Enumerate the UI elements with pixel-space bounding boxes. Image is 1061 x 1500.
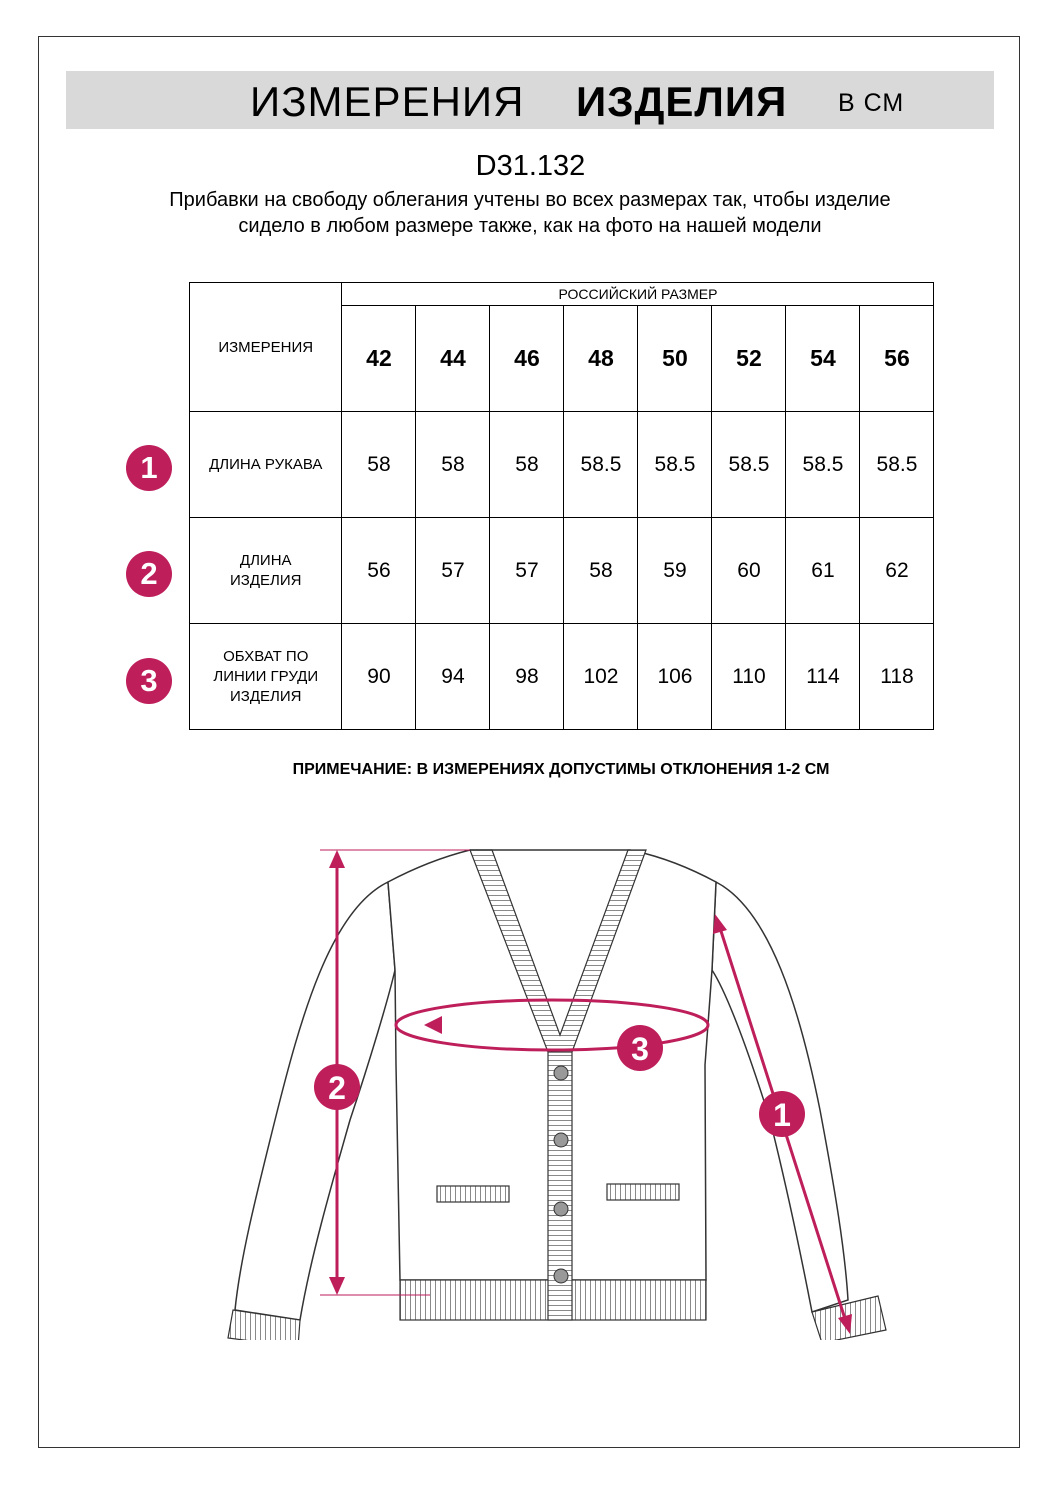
table-cell: 58.5 (860, 412, 934, 518)
table-cell: 61 (786, 518, 860, 624)
size-group-header: РОССИЙСКИЙ РАЗМЕР (342, 283, 934, 306)
table-cell: 118 (860, 624, 934, 730)
button (554, 1066, 568, 1080)
table-cell: 58.5 (638, 412, 712, 518)
table-cell: 58 (342, 412, 416, 518)
table-cell: 59 (638, 518, 712, 624)
table-cell: 58 (564, 518, 638, 624)
size-header: 48 (564, 306, 638, 412)
size-table (189, 282, 934, 730)
table-cell: 102 (564, 624, 638, 730)
chest-marker-label: 3 (631, 1031, 649, 1067)
table-cell: 114 (786, 624, 860, 730)
table-cell: 98 (490, 624, 564, 730)
title-part2: ИЗДЕЛИЯ (576, 78, 788, 125)
row-marker-2: 2 (126, 551, 172, 597)
row-label: ОБХВАТ ПО ЛИНИИ ГРУДИ ИЗДЕЛИЯ (190, 624, 342, 730)
row-label: ДЛИНА ИЗДЕЛИЯ (190, 518, 342, 624)
size-header: 52 (712, 306, 786, 412)
size-header: 54 (786, 306, 860, 412)
table-row-sleeve-length (190, 412, 934, 518)
measure-header: ИЗМЕРЕНИЯ (190, 283, 342, 412)
table-cell: 58 (490, 412, 564, 518)
size-header: 46 (490, 306, 564, 412)
size-header: 44 (416, 306, 490, 412)
tolerance-note: ПРИМЕЧАНИЕ: В ИЗМЕРЕНИЯХ ДОПУСТИМЫ ОТКЛОНЕНИЯ 1-2 СМ (292, 761, 830, 778)
left-sleeve (235, 882, 395, 1320)
table-cell: 106 (638, 624, 712, 730)
table-row-garment-length (190, 518, 934, 624)
length-marker-label: 2 (328, 1070, 346, 1106)
table-cell: 58 (416, 412, 490, 518)
cardigan-diagram (0, 820, 1061, 1340)
table-cell: 58.5 (786, 412, 860, 518)
article-number: D31.132 (475, 150, 586, 182)
table-cell: 110 (712, 624, 786, 730)
table-cell: 60 (712, 518, 786, 624)
table-row-chest-girth (190, 624, 934, 730)
button (554, 1202, 568, 1216)
row-label: ДЛИНА РУКАВА (190, 412, 342, 518)
table-cell: 90 (342, 624, 416, 730)
table-cell: 56 (342, 518, 416, 624)
button (554, 1133, 568, 1147)
table-cell: 62 (860, 518, 934, 624)
title-part1: ИЗМЕРЕНИЯ (250, 78, 525, 125)
size-header: 42 (342, 306, 416, 412)
size-header: 50 (638, 306, 712, 412)
table-cell: 94 (416, 624, 490, 730)
row-marker-3: 3 (126, 658, 172, 704)
table-cell: 57 (490, 518, 564, 624)
title-unit: В СМ (838, 89, 905, 117)
length-arrowhead-bottom (329, 1277, 345, 1295)
sleeve-marker-label: 1 (773, 1097, 791, 1133)
size-header: 56 (860, 306, 934, 412)
right-pocket (607, 1184, 679, 1200)
left-pocket (437, 1186, 509, 1202)
row-marker-1: 1 (126, 445, 172, 491)
button (554, 1269, 568, 1283)
table-cell: 58.5 (712, 412, 786, 518)
length-arrowhead-top (329, 850, 345, 868)
table-cell: 57 (416, 518, 490, 624)
fit-description: Прибавки на свободу облегания учтены во всех размерах так, чтобы изделие сидело в любом размере также, как на фото на нашей модели (169, 189, 891, 237)
table-cell: 58.5 (564, 412, 638, 518)
